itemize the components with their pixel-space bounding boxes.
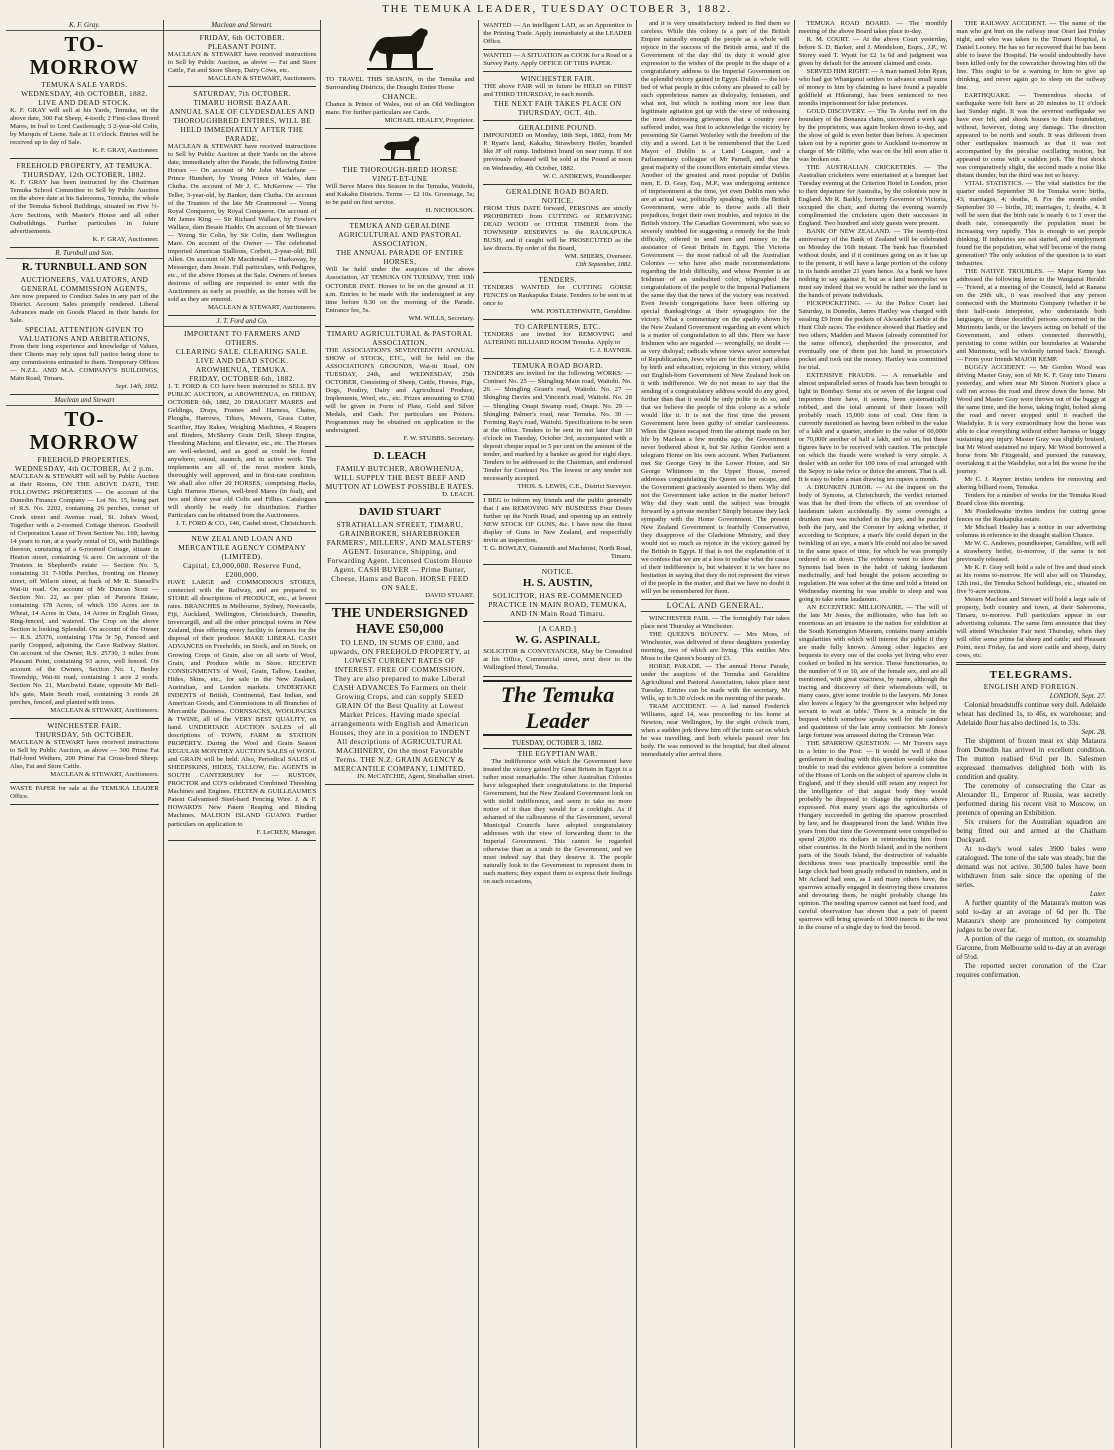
news-item: SERVED HIM RIGHT. — A man named John Ryan, who had got Whanganui settlers to advance small sums of money to him by claiming to have found a payable goldfield at Hikurangi, has been sentenced to two months imprisonment for false pretences. <box>798 68 948 107</box>
ad-heading: TEMUKA ROAD BOARD. <box>512 361 603 371</box>
ad-subheading: ANNUAL SALE OF CLYDESDALES AND THOROUGHBRED ENTIRES, WILL BE HELD IMMEDIATELY AFTER THE PARADE. <box>169 107 315 144</box>
ad-heading: NEW ZEALAND LOAN AND MERCANTILE AGENCY COMPANY (LIMITED). <box>178 534 306 562</box>
telegrams-subheading: ENGLISH AND FOREIGN. <box>983 682 1079 691</box>
ad-heading: WINCHESTER FAIR. <box>520 74 595 84</box>
ad-body: SOLICITOR, HAS RE-COMMENCED PRACTICE IN MAIN ROAD, TEMUKA, AND IN Main Road Timaru. <box>488 591 627 619</box>
ad-subheading: VINGT-ET-UNE <box>372 174 428 184</box>
news-item: VITAL STATISTICS. — The vital statistics for the quarter ended September 30 for Temuka were: births, 43; marriages, 4; deaths, 8. For the month ended September 30 — births, 18; marriages, 1; deaths, 4. It will be seen that the birth rate is nearly 6 to 1 over the death rate, consequently the population must be increasing very rapidly. This is enough to set people thinking. If industries are not started, and employment found for the population, what will become of the rising generation? The only solution of the question is to start industries. <box>956 180 1106 267</box>
column-4 <box>479 20 637 1448</box>
ad-body: From their long experience and knowledge of Values, their Clients may rely upon full justice being done to any commissions entrusted to them. Temporary Offices — N.Z.L. AND M.A. COMPANY'S BUILDINGS, Main Road, Timaru. <box>10 342 159 383</box>
ad-maclean-tomorrow <box>10 395 159 718</box>
ad-kf-gray-tomorrow <box>10 20 159 159</box>
ad-body: Will Serve Mares this Season in the Temuka, Waitohi, and Kakahu Districts. Terms — £2 10s. Groomage, 5s; to be paid on first service. <box>325 183 475 207</box>
ad-wanted-lad <box>483 20 632 50</box>
ad-leach-butcher <box>325 447 474 503</box>
ad-signature: K. F. GRAY, Auctioneer. <box>92 147 159 155</box>
ad-heading: FREEHOLD PROPERTY, AT TEMUKA. <box>16 161 153 171</box>
dateline: Sept. 28. <box>1081 728 1106 736</box>
news-item: THE RAILWAY ACCIDENT. — The name of the man who got hurt on the railway near Orari last Friday night, and who was taken to the Timaru Hospital, is Daniel Looney. He has so far recovered that he has been able to leave the Hospital. He would undoubtedly have been killed only for the cowcatcher throwing him off the line. This ought to be a warning to him to give up drinking, and never again go to sleep on the railway line. <box>956 20 1106 91</box>
ad-body: TO TRAVEL THIS SEASON, in the Temuka and Surrounding Districts, the Draught Entire Horse <box>325 76 475 92</box>
ad-heading: R. TURNBULL AND SON <box>21 260 147 273</box>
ad-nz-loan <box>168 532 317 841</box>
ad-tenders-gorse <box>483 273 632 320</box>
ad-freehold-temuka <box>10 159 159 247</box>
ad-geraldine-pound <box>483 121 632 184</box>
ad-body: I BEG to inform my friends and the public generally that I am REMOVING MY BUSINESS Four Doors further up the North Road, and opening up an entirely NEW STOCK OF GUNS, &c. I have now the finest display of Guns in New Zealand, and respectfully invite an inspection. <box>483 497 632 545</box>
ad-heading: IMPORTANT TO FARMERS AND OTHERS. <box>183 329 301 348</box>
telegram-item: At to-day's wool sales 3900 bales were catalogued. The tone of the sale was steady, but the demand was not active. 30,500 bales have been withdrawn from sale since the opening of the series. <box>956 845 1106 889</box>
local-general-heading: LOCAL AND GENERAL. <box>641 599 790 612</box>
ad-signature: MACLEAN & STEWART, Auctioneers. <box>50 706 159 714</box>
news-item: GOLD DISCOVERY. — The Te Aroha reef on the boundary of the Bonanza claim, uncovered a week ago by the proprietors, was again broken down to-day, and the show of gold is even better than before. A specimen taken out by a reporter goes to Auckland to-morrow in charge of Mr Olliffe, who was on the hill soon after it was broken out. <box>798 108 948 163</box>
ad-date: THURSDAY, 12th OCTOBER, 1882. <box>22 170 147 180</box>
ad-signature: MICHAEL HEALEY, Proprietor. <box>384 117 475 125</box>
news-item: BUGGY ACCIDENT. — Mr Gordon Wood was driving Master Gray, son of Mr K. F. Gray into Timaru yesterday, and when near Mr Simon Norton's place a calf ran across the road and threw down the horse. Mr Wood and Master Gray were thrown out of the buggy at the same time, and the horse, taking fright, bolted along the road and never stopped until it reached the Washdyke. It is very extraordinary how the horse was able to clear everything without either harness or buggy sustaining any injury. Master Gray was slightly bruised, but Mr Wood sustained no injury. Mr Wood borrowed a horse from Mr Fitzgerald, and pursued the runaway, overtaking it at the Washdyke, not a bit the worse for the journey. <box>956 364 1106 475</box>
ad-date: WEDNESDAY, 4th OCTOBER, 1882. <box>21 89 148 99</box>
ad-heading: W. G. ASPINALL <box>515 634 600 647</box>
ad-body: WASTE PAPER for sale at the TEMUKA LEADER Office. <box>10 784 159 800</box>
ad-agent: R. Turnbull and Son. <box>6 248 163 259</box>
ad-body: MACLEAN & STEWART have received instructions to Sell by Public Auction, as above — Fat and Store Cattle, Fat and Store Sheep, Dairy Cows, etc. <box>167 51 317 75</box>
ad-heading: TIMARU AGRICULTURAL & PASTORAL ASSOCIATION. <box>326 328 473 347</box>
ad-annual-parade <box>325 219 474 326</box>
ad-subheading: TEMUKA SALE YARDS. <box>41 80 128 90</box>
news-item: Messrs Maclean and Stewart will hold a large sale of property, both country and town, at their Salerooms, Timaru, to-morrow. Full particulars appear in our advertising columns. The same firm announce that they will attend Winchester Fair next Thursday, when they will offer some prime fat sheep and cattle; and Pleasant Point, next Friday, fat and store cattle and sheep, dairy cows, etc. <box>956 596 1106 659</box>
news-item: Tenders for a number of works for the Temuka Road Board close this morning. <box>956 492 1106 507</box>
column-1 <box>6 20 164 1448</box>
ad-signature: T. G. BOWLEY, Gunsmith and Machinist, North Road, Timaru. <box>483 545 632 561</box>
ad-subheading: NOTICE. <box>541 567 574 577</box>
news-item: Mr K. F. Gray will hold a sale of live and dead stock at his rooms to-morrow. He will also sell on Thursday, 12th inst., the Temuka School buildings, etc., situated on five ½-acre sections. <box>956 564 1106 595</box>
paper-date: TUESDAY, OCTOBER 3, 1882. <box>483 739 632 749</box>
telegram-item: A further quantity of the Mataura's mutton was sold to-day at an average of 6d per lb. The Mataura's sheep are pronounced by competent judges to be over fat. <box>956 899 1106 934</box>
ad-subheading: LIVE AND DEAD STOCK. <box>38 98 131 108</box>
ad-heading: TO CARPENTERS, ETC. <box>514 322 601 332</box>
news-item: THE NATIVE TROUBLES. — Major Kemp has addressed the following letter to the Wanganui Herald: — 'Friend, at a meeting of the Council, held at Ranana on the 29th ult., it was resolved that any person connected with the Murimotu Company (whether it be their half-caste interpreter, who understands both languages, or those deceitful persons concerned in the Murimotu lands, or the lawyers acting on behalf of the Government, and others connected therewith), persisting to come within our boundaries at Waiaruhe and Murimotu, will be violently turned back.' Enough. — From your friends MAJOR KEMP. <box>956 268 1106 363</box>
ad-agent: J. T. Ford and Co. <box>164 316 321 327</box>
news-item: TEMUKA ROAD BOARD. — The monthly meeting of the above Board takes place to-day. <box>798 20 948 35</box>
ad-body: TENDERS are invited for the following WORKS: — Contract No. 25 — Shingling Main road, Waitohi. No. 26 — Shingling Grant's road, Waitohi. No. 27 — Shingling Davies and Vincent's road, Waitohi. No. 28 — Shingling Onapi Swamp road, Onapi. No. 29 — Shingling Palmer's road, near Temuka. No. 30 — Forming Ray's road, Waitohi. Specifications to be seen at the office. Tenders to be sent in not later than 10 o'clock on Tuesday, October 3rd, accompanied with a deposit cheque equal to 5 per cent on the amount of the tender, and marked by a banker as good for eight days. Tenders to be addressed to the Chairman, and endorsed Tender for Contract No. The lowest or any tender not necessarily accepted. <box>483 370 632 482</box>
ad-subheading: AUCTIONEERS, VALUATORS, AND GENERAL COMMISSION AGENTS, <box>20 274 149 293</box>
ad-date: FRIDAY, 6th OCTOBER. <box>199 33 285 43</box>
telegram-item: A portion of the cargo of mutton, ex steamship Garonne, from Melbourne sold to-day at an average of 5½d. <box>956 935 1106 961</box>
ad-subheading: AROWHENUA, TEMUKA. <box>195 365 289 375</box>
ad-heading: CHANCE. <box>382 92 418 102</box>
ad-signature: DAVID STUART. <box>425 592 475 600</box>
news-item: PICKPOCKETING. — At the Police Court last Saturday, in Dunedin, James Hartley was charged with stealing £9 from the pockets of Alexander Leckie at the Hunt Club races. The evidence showed that Hartley and two others, Madden and Mason (already committed for the same offence), shepherded the prosecutor, and eventually one of them put his hand in prosecutor's pocket and took out the money. Hartley was committed for trial. <box>798 300 948 371</box>
ad-heading: TO-MORROW <box>29 32 140 80</box>
ad-signature: THOS. S. LEWIS, C.E., District Surveyor. <box>517 482 632 490</box>
telegram-item: The shipment of frozen meat ex ship Mataura from Dunedin has arrived in excellent condition. The mutton realised 6½d per lb. Salesmen expressed themselves delighted both with its condition and quality. <box>956 737 1106 781</box>
draught-horse-icon <box>365 24 435 74</box>
ad-signature: WM. POSTLETHWAITE, Geraldine. <box>530 308 632 316</box>
ad-body: HAVE LARGE and COMMODIOUS STORES, connected with the Railway, and are prepared to STORE all descriptions of PRODUCE, etc., at lowest rates. BRANCHES in Melbourne, Sydney, Newcastle, Fiji, Auckland, Wellington, Christchurch, Dunedin, Invercargill, and all the other principal towns in New Zealand, thus offering every facility to farmers for the disposal of their produce. MAKE LIBERAL CASH ADVANCES on Freeholds, on Stock, and on Stock, on Growing Crops of Grain, also on all sorts of Wool, Grain, and Produce while in Store. RECEIVE CONSIGNMENTS of Wool, Grain, Tallow, Leather, Hides, Skins, etc., for sale in the New Zealand, Australian, and London markets. UNDERTAKE INDENTS of British, Continental, East Indian, and American Goods, and Commissions in all Branches of Mercantile Business. CORNSACKS, WOOLPACKS & TWINE, all of the VERY BEST QUALITY, on hand. UNDERTAKE AUCTION SALES of all descriptions of TOWN, FARM & STATION PROPERTY. During the Wool and Grain Season REGULAR MONTHLY AUCTION SALES of WOOL and GRAIN will be held. Also, Periodical SALES of SHEEPSKINS, HIDES, TALLOW, Etc. AGENTS in SOUTH CANTERBURY for — RUSTON, PROCTOR and CO'S celebrated Combined Threshing Machines and Engines. FELTEN & GUILLEAUME'S Patent Galvanised Steel-bard Fencing Wire. J. & F. HOWARD'S New Patent Reaping and Binding Machines. MALDON ISLAND GUANO. Further particulars on application to <box>167 579 317 828</box>
ad-heading: TO-MORROW <box>29 407 140 455</box>
ad-loan-50000 <box>325 604 474 785</box>
ad-body: STRATHALLAN STREET, TIMARU, GRAINBROKER, SHAREBROKER FARMERS', MILLERS', AND MALSTERS' AGENT. Insurance, Shipping, and Forwarding Agent. Licensed Custom House Agent. CASH BUYER — Prime Butter, Cheese, Hams and Bacon. HORSE FEED ON SALE. <box>326 520 473 593</box>
column-7 <box>952 20 1110 1448</box>
ad-body: K. F. GRAY will sell at his Yards, Temuka, on the above date, 300 Fat Sheep, 4-tooth; 2 First-class Brood Mares, in foal to Lord Castlereagh; 3 2-year-old Colts, by Marquis of Lorne. Sale at 11 o'clock. Entries will be received up to day of Sale. <box>10 107 159 147</box>
telegram-item: The ceremony of consecrating the Czar as Alexander II., Emperor of Russia, was secretly performed during his recent visit to Moscow, on pretence of opening an Exhibition. <box>956 782 1106 817</box>
news-item: THE QUEEN'S BOUNTY. — Mrs Moss, of Winchester, was delivered of three daughters yesterday morning, two of which are living. This entitles Mrs Moss to the Queen's bounty of £3. <box>640 631 790 662</box>
ad-winchester-fair <box>10 719 159 783</box>
ad-subheading: SPECIAL ATTENTION GIVEN TO VALUATIONS AND ARBITRATIONS, <box>18 324 150 343</box>
ad-heading: THE THOROUGH-BRED HORSE <box>342 165 458 175</box>
ad-signature: J. T. FORD & CO., 146, Cashel street, Christchurch. <box>175 520 317 528</box>
news-item: Mr Michael Healey has a notice in our advertising columns in reference to the draught stallion Chance. <box>956 524 1106 539</box>
ad-body: TO LEND, IN SUMS OF £300, and upwards, ON FREEHOLD PROPERTY, at LOWEST CURRENT RATES OF INTEREST. FREE OF COMMISSION. They are also prepared to make Liberal CASH ADVANCES To Farmers on their Growing Crops, and can supply SEED GRAIN Of the Best Quality at Lowest Market Prices. Having made special arrangements with English and American Houses, they are in a position to INDENT All descriptions of AGRICULTURAL MACHINERY, On the most Favorable Terms. THE N.Z. GRAIN AGENCY & MERCANTILE COMPANY, LIMITED. <box>329 638 471 774</box>
ad-date: Sept. 14th, 1882. <box>115 383 159 391</box>
ad-body: MACLEAN & STEWART have received instructions to Sell by Public Auction at their Yards on the above date, immediately after the Parade, the following Entire Horses — On account of Mr John Macfarlane — Prince Humbert, by Young Prince of Wales, dam Clutha. On account of Mr J. C. McKerrow — The Teller, 3-year-old, by Banker, dam Clutha. On account of the Trustees of the late Mr Grammond — Young Royal Conqueror, by Royal Conqueror. On account of Mr James King — Sir Richard Wallace, by Fowler's Wallace, dam Bessie Haddo. On account of Mr Stewart — Young Sir Colin, by Sir Colin, dam Wellington Mare. On account of the Owner — The celebrated imported American Stallions, Corbett, 2-year-old; Bill Allen. On account of Mr Macdonald — Harkaway, by Messenger, dam Jessie. Full particulars, with Pedigree, etc., of the above Horses at the Sale. Owners of horses desirous of selling are requested to enter with the Auctioneers as early as possible, as the horses will be sold as they are entered. <box>167 143 317 304</box>
news-item: THE AUSTRALIAN CRICKETERS. — The Australian cricketers were entertained at a banquet last Tuesday evening at the Criterion Hotel in London, prior to their departure for Australia, by the colonists now in England. Mr R. Barkly, formerly Governor of Victoria, occupied the chair, and during the evening warmly complimented the cricketers upon their successes in England. Two hundred and sixty guests were present. <box>798 164 948 227</box>
ad-winchester-fair-notice <box>483 72 632 121</box>
ad-heading: WINCHESTER FAIR. <box>47 720 122 730</box>
racehorse-icon <box>378 133 422 163</box>
ad-body: MACLEAN & STEWART will sell by Public Auction at their Rooms, ON THE ABOVE DATE, THE FOLLOWING PROPERTIES — On account of the Dunedin Finance Company — Lot No. 15, being part of R.S. No. 2202, containing 26 perches, corner of Creek street and Avenue road, St. John's Wood, Together with a 2-roomed Cottage thereon. Goodwill of Corporation Lease of Town Section No. 169, having 14 years to run, at a yearly rental of £6, with Buildings thereon, consisting of a 6-roomed Cottage, situate in Heaton street, containing ¼ acre. On account of the Trustees in Shepherd's estate — Section No. 5, containing 31 7-10ths Perches, fronting on Hesney street, off Wilson street, at back of Mr R. Stansell's Wai-iti road. On account of Mr Duncan Scott — Section No. 22, as per plan of Pareora Estate, containing 178 Acres, of which 150 Acres are in Wheat, 14 Acres in Oats, 14 Acres in English Grass, Ring-fenced, and watered. The Crop on the above Section is looking Splendid. On account of the Owner — R.S. 25376, containing 176a 3r 5p, Fenced and partly Cropped, adjoining the Cave Railway Station. On account of the Owner, R.S. 25730, 3 miles from Pleasant Point, containing 93 acres, well fenced. On account of the Owners, Section No. 1, Besley Township, Wai-iti road, containing 1 acre 2 roods. Section No. 21, Marchwiel Estate, opposite Mr Bell-hl's gate, Main South road, containing 3 roods 28 perches, fenced, and planted with trees. <box>10 473 159 706</box>
editorial-paragraph: The indifference with which the Government have treated the victory gained by Great Britain in Egypt is a rather most remarkable. The other Australian Colonies have telegraphed their congratulations to the Imperial Government, but the New Zealand Government look on with stolid indifference, and seem to take no more notice of it than they would for a cockfight. As if ashamed of the callousness of the Government, several Municipal Councils have adopted congratulatory addresses with the view of forwarding them to the Imperial Government. This cannot be regarded otherwise than as a snub to the Government, and we must indeed say that they deserve it. The people naturally look to the Government to represent them in such matters; they expect them to express their feelings on such occasions, <box>483 757 632 885</box>
ad-timaru-show <box>325 327 474 448</box>
news-item: Mr W. C. Andrews, poundkeeper, Geraldine, will sell a strawberry heifer, to-morrow, if the same is not previously released. <box>956 540 1106 563</box>
editorial-heading: THE EGYPTIAN WAR. <box>517 748 598 758</box>
ad-signature: K. F. GRAY, Auctioneer. <box>92 235 159 243</box>
editorial-paragraph: and it is very unsatisfactory indeed to find them so careless. While this colony is a part of the British Empire naturally enough the people as a whole will rejoice in the success of the British arms, and if the Government of the day did its duty it would give expression to the wishes of the people in the shape of a congratulatory address to the Imperial Government on the splendid victory gained in Egypt. Dublin — the hot-bed of what people in this colony are pleased to call by such opprobrious names as disloyalty, feniansm, and what not, but which is nothing more nor less than legitimate agitation got up with the view of redressing the most distressing grievances that a country ever suffered under, was first to acknowledge the victory by presenting Sir Garnet Wolseley with the freedom of the city and a sword. Let it be remembered that the Lord Mayor of Dublin is a Land Leaguer, and a Parliamentary colleague of Mr Parnell, and that the great majority of the councillors entertain similar views. Another of the greatest and most popular of Dublin men, E. D. Gray, Esq., M.P., was undergoing sentence of imprisonment at the time, yet even Dublin men who are at actual war, politically speaking, with the British Government, were able to throw aside all their prejudices, forget their own troubles, and rejoice in the British victory. The Canadian Government, who was so severely snubbed for suggesting a remedy for the Irish difficulty, offered to send men and money to the assistance of Great Britain in Egypt. The Victoria Government — the most radical of all the Australian Colonies — who have also made recommendations regarding the Irish difficulty, and whose Premier is an Irishman of an undoubted color, telegraphed the congratulations of the people to the Imperial Parliament the same day that the news of the victory was received. Even Jewish congregations have been offering up special thanksgivings at their synagogues for the victory. What a commentary on the apathy shown by the New Zealand Government regarding an event which is a matter of congratulation to all this. Here we have Irishmen who are regarded — wrongfully, no doubt — as very disloyal; radicals whose views savor somewhat of Republicanism, Jews who are for the most part aliens by birth and education, rejoicing in this victory, whilst our English-born Government of New Zealand look on it with indifference. We do not mean to say that the sending of a congratulatory address would do any good, further than that it would be only polite to do so, and that we believe the people of this colony as a whole would like it. It is not the first time the present Government have been guilty of similar carelessness. When the Queen escaped from the attempt made on her life by Maclean a few months ago, the Government never bothered about it, but Sir Arthur Gordon sent a telegram Home on his own account. When Parliament met Sir George Grey in the Lower House, and Sir George Whitmore in the Upper House, moved addresses congratulating the Queen on her escape, and the Government graciously assented to them. Why did not the Government take action in the matter before? Why did they wait until the subject was brought forward by a private member? Simply because they lack sympathy with the Home Government. The present New Zealand Government is fearfully Conservative, they disapprove of the Gladstone Ministry, and they would not so much as rejoice in the victory gained by the British in Egypt. If that is not the explanation of it we confess that we are at a loss to realise what the cause of their indifference is, but whatever it is we have no hesitation in saying that they do not represent the views of the people in the matter, and that we have no doubt it will yet be remembered for them. <box>640 20 790 595</box>
ad-date: WEDNESDAY, 4th OCTOBER, At 2 p.m. <box>14 464 154 474</box>
ad-signature: WM. SHIERS, Overseer. <box>564 252 632 260</box>
ad-signature: WM. WILLS, Secretary. <box>408 314 475 322</box>
ad-heading: TIMARU HORSE BAZAAR. <box>193 98 291 108</box>
ad-signature: H. NICHOLSON. <box>425 207 475 215</box>
telegram-item: Six cruisers for the Australian squadron are being fitted out and armed at the Chatham Dockyard. <box>956 818 1106 844</box>
news-item: BANK OF NEW ZEALAND. — The twenty-first anniversary of the Bank of Zealand will be celebrated on Monday the 16th instant. The bank has flourished without doubt, and if it continues going on as it has up to the present, it will have a large portion of the colony in its hands another 21 years hence. As a bank we have nothing to say against it, but as a land monopolist we must say indeed that we would be rather see the land in the hands of private individuals. <box>798 228 948 299</box>
ad-heading: THE UNDERSIGNED HAVE £50,000 <box>331 606 469 638</box>
telegram-item: The reported secret coronation of the Czar requires confirmation. <box>956 962 1106 979</box>
news-item: WINCHESTER FAIR. — The fortnightly Fair takes place next Thursday at Winchester. <box>640 615 790 630</box>
column-6 <box>795 20 953 1448</box>
ad-heading: GERALDINE POUND. <box>518 123 597 133</box>
ad-signature: F. LeCREN, Manager. <box>256 828 317 836</box>
ad-signature: JN. McCATCHIE, Agent, Strathallan street. <box>356 773 475 781</box>
news-item: EARTHQUAKE. — Tremendous shocks of earthquake were felt here at 20 minutes to 11 o'clock last Sunday night. It was the severest earthquake we have ever felt, and shook houses to their foundation, without, however, doing any damage. The direction appeared to be north and south. It was different from other earthquakes inasmuch as that it was not accompanied by the peculiar oscillating motion, but appeared to come with a sudden jerk. The first shock was comparatively slight, the second made a noise like distant thunder, but the third was not so heavy. <box>956 92 1106 179</box>
ad-body: WANTED — An intelligent LAD, as an Apprentice to the Printing Trade. Apply immediately at the LEADER Office. <box>483 22 632 46</box>
ad-body: Will be held under the auspices of the above Association, AT TEMUKA ON TUESDAY, THE 10th OCTOBER INST. Horses to be on the ground at 11 a.m. Entries to be made with the undersigned at any time before 9.30 on the morning of the Parade. Entrance fee, 5s. <box>325 266 475 314</box>
ad-date: 13th September, 1882. <box>575 260 632 268</box>
ad-heading: D. LEACH <box>373 450 427 463</box>
ad-subheading: LIVE AND DEAD STOCK. <box>195 356 289 366</box>
divider <box>956 662 1106 665</box>
news-item: A DRUNKEN JUROR. — At the inquest on the body of Symons, at Christchurch, the verdict returned was that he died from the effects of an overdose of laudanum taken accidentally. By some oversight a drunken man was included in the jury, and he puzzled both the jury, and the Coroner by asking whether, if according to Scripture, a man's life could depart in the twinkling of an eye, a man's life could not also be saved in the same space of time, for which he was promptly ordered to sit down. The evidence went to show that Symons had been in the habit of taking laudanum medicinally, and had bought the poison according to regulation. He was sober at the time and told a friend on Wednesday morning he was unable to sleep and was going to take some laudanum. <box>798 484 948 603</box>
ad-geraldine-road-board <box>483 185 632 273</box>
ad-subheading: NOTICE. <box>541 195 574 205</box>
ad-aspinall-solicitor <box>483 622 632 676</box>
ad-bowley-guns <box>483 495 632 565</box>
dateline: LONDON, Sept. 27. <box>1049 692 1106 700</box>
ad-turnbull <box>10 248 159 396</box>
ad-heading: GERALDINE ROAD BOARD. <box>506 186 610 196</box>
ad-carpenters <box>483 320 632 359</box>
ad-signature: MACLEAN & STEWART, Auctioneers. <box>50 770 159 778</box>
ad-body: FAMILY BUTCHER, AROWHENUA, WILL SUPPLY THE BEST BEEF AND MUTTON AT LOWEST POSSIBLE RATES. <box>325 464 475 492</box>
ad-body: TENDERS are invited for REMOVING and ALTERING BILLIARD ROOM Temuka. Apply to <box>483 331 632 347</box>
ad-david-stuart <box>325 503 474 604</box>
ad-austin-solicitor <box>483 565 632 622</box>
ad-heading: PLEASANT POINT. <box>207 42 277 52</box>
ad-ford-clearing-sale <box>168 316 317 532</box>
ad-date: SATURDAY, 7th OCTOBER. <box>193 89 291 99</box>
ad-agent: Maclean and Stewart <box>6 395 163 406</box>
ad-body: THE ASSOCIATION'S SEVENTEENTH ANNUAL SHOW of STOCK, ETC., will be held on the ASSOCIATION'S GROUNDS, Wai-iti Road, ON TUESDAY, 24th, and WEDNESDAY, 25th OCTOBER, Consisting of Sheep, Cattle, Horses, Pigs, Dogs, Poultry, Dairy and Agricultural Produce, Implements, Wool, etc., etc. Prizes amounting to £700 will be given in Form of Plate, Gold and Silver Medals, and Cash. For particulars see Posters. Programmes may be obtained on application to the undersigned. <box>325 346 475 435</box>
ad-body: WANTED — A SITUATION as COOK for a Road or a Survey Party. Apply OFFICE OF THIS PAPER. <box>483 52 632 68</box>
ad-agent: Maclean and Stewart. <box>164 20 321 31</box>
ad-waste-paper <box>10 783 159 805</box>
ad-vingt-et-une <box>325 129 474 219</box>
ad-signature: MACLEAN & STEWART, Auctioneers. <box>207 304 317 312</box>
columns <box>6 20 1110 1448</box>
ad-agent: K. F. Gray. <box>6 20 163 31</box>
ad-date: THURSDAY, 5th OCTOBER. <box>35 729 134 739</box>
news-item: TRAM ACCIDENT. — A lad named Frederick Williams, aged 14, was proceeding to his home at Newton, near Wellington, by the eight o'clock tram, when a sudden jerk threw him off the tram car on which he was travelling, and both wheels passed over his body. He was removed to the hospital, but died almost immediately after arrival there. <box>640 703 790 758</box>
news-item: AN ECCENTRIC MILLIONAIRE. — The will of the late Mr Jones, the millionaire, who has left so enormous an art treasure to the nation for exhibition at the South Kensington Museum, contains many amiable singularities with which will interest the public if they are made fully known. Among other legacies are bequests to every one of the cooks yet living who ever cooked or boiled in his service. These functionaries, to the number of 9 or 10, are of the female sex, and are all mentioned, with great exactness, by name, although the tracing and discovery of their whereabouts will, in many cases, give some trouble to the lawyers. Mr Jones also leaves a legacy 'to the greengrocer who helped my servant to wait at table.' There is a miracle in the bequest which somehow speaks well for the candour and quaintness of the late army contractor. Mr Jones's large fortune was amassed during the Crimean War. <box>798 604 948 739</box>
ad-horse-bazaar <box>168 87 317 316</box>
ad-body: TENDERS WANTED for CUTTING GORSE FENCES on Raukapuka Estate. Tenders to be sent in at once to <box>483 283 632 308</box>
ad-subheading: FREEHOLD PROPERTIES. <box>37 455 132 465</box>
ad-subheading: THE NEXT FAIR TAKES PLACE ON THURSDAY, OCT. 4th. <box>493 99 622 118</box>
ad-subheading: THE ANNUAL PARADE OF ENTIRE HORSES, <box>335 248 464 267</box>
column-5 <box>637 20 795 1448</box>
news-item: EXTENSIVE FRAUDS. — A remarkable and almost unparalleled series of frauds has been brought to light in Bombay. Some six or seven of the largest coal importers there have, it seems, been systematically robbed, and the total amount of their losses will probably reach 15,000 tons of coal. One firm is currently mentioned as having been robbed to the value of a lakh and a quarter, another to the value of 60,000r or 70,000r another of half a lakh, and so on, but these figures have to be received with caution. The principle on which the frauds were worked is very simple. A dealer with an order for 100 tons of coal arranged with the Sepoy to take twice or thrice the amount. That is all. It is easy to bribe a man drawing ten rupees a month. <box>798 372 948 483</box>
ad-signature: F. W. STUBBS. Secretary. <box>403 435 475 443</box>
telegram-item: Colonial breadstuffs continue very dull. Adelaide wheat has declined 1s, to 46s, ex warehouse; and Adelaide flour has also declined 1s, to 33s. <box>956 701 1106 727</box>
ad-subheading: [A CARD.] <box>538 624 577 634</box>
ad-heading: TEMUKA AND GERALDINE AGRICULTURAL AND PASTORAL ASSOCIATION. <box>338 221 462 249</box>
ad-body: IMPOUNDED on Monday, 18th Sept, 1882, from Mr P. Ryan's land, Kakahu, Strawberry Heifer, branded like JF off rump. Indistinct brand on near rump. If not previously released will be sold at the Pound at noon on Wednesday, 4th October, 1882. <box>483 132 632 172</box>
ad-signature: W. C. ANDREWS, Poundkeeper. <box>542 172 632 180</box>
paper-title: The Temuka Leader <box>483 680 632 736</box>
ad-signature: MACLEAN & STEWART, Auctioneers. <box>207 75 317 83</box>
dateline: Later. <box>1089 890 1106 898</box>
column-2 <box>164 20 322 1448</box>
ad-subheading: CLEARING SALE. CLEARING SALE. <box>175 347 309 357</box>
news-item: HORSE PARADE. — The annual Horse Parade, under the auspices of the Temuka and Geraldine Agricultural and Pastoral Association, takes place next Tuesday. Entries can be made with the secretary, Mr Wills, up to 9.30 o'clock on the morning of the parade. <box>640 663 790 702</box>
page-masthead: THE TEMUKA LEADER, TUESDAY OCTOBER 3, 1882. <box>381 3 733 15</box>
ad-date: FRIDAY, OCTOBER 6th, 1882. <box>189 374 296 384</box>
ad-chance-horse <box>325 20 474 129</box>
ad-signature: D. LEACH. <box>442 491 475 499</box>
ad-body: MACLEAN & STEWART have received instructions to Sell by Public Auction, as above — 300 Prime Fat Half-bred Wethers, 200 Prime Fat Cross-bred Sheep. Also, Fat and Store Cattle. <box>10 738 159 770</box>
news-item: Mr C. J. Rayner invites tenders for removing and altering billiard room, Temuka. <box>956 476 1106 491</box>
ad-pleasant-point <box>168 20 317 87</box>
ad-heading: DAVID STUART <box>359 506 441 519</box>
column-3 <box>321 20 479 1448</box>
ad-heading: TENDERS. <box>538 274 577 284</box>
ad-body: SOLICITOR & CONVEYANCER, May be Consulted at his Office, Commercial street, next door to the Wallingford Hotel, Temuka. <box>483 648 632 672</box>
news-item: THE SPARROW QUESTION. — Mr Travers says in a letter to the Post: — It would be well if those gentlemen in dealing with this question would take the trouble to read the evidence given before a committee of the House of Lords on the subject of sparrow clubs in England, and if they should still retain any respect for the intelligence of that august body they would probably be disposed to change the opinions above expressed. Not many years ago the agriculturists of Hungary succeeded in getting the sparrow proscribed by law, and he disappeared from the land. Within five years from that time the Government were compelled to spend 20,000 rix dollars in reintroducing him from other countries. In the North Island, and in the northern parts of the South Island, the destruction of valuable deciduous trees was practically impossible until the large clock had been greatly reduced in numbers, and in Mr Acland had seen, as I and many others have, the sparrows actually engaged in destroying these creatures and devouring them, he might probably change his opinion. The nestling sparrow cannot eat hard food, and careful observation has shown that a pair of parent sparrows will bring upwards of 3000 insects to the nest in the course of a single day to feed the brood. <box>798 740 948 931</box>
ad-signature: C. J. RAYNER. <box>589 347 632 355</box>
ad-body: Are now prepared to Conduct Sales in any part of the District. Account Sales promptly rendered. Liberal Advances made on Goods Placed in their hands for Sale. <box>10 292 159 324</box>
ad-body: K. F. GRAY has been instructed by the Chairman Temuka School Committee to Sell by Public Auction on the above date at his Salerooms, Temuka, the whole of the Temuka School Buildings, situated on Five ½-Acre Sections, with Master's House and all other Outbuildings. Further particulars in future advertisements. <box>10 179 159 235</box>
ad-heading: H. S. AUSTIN, <box>522 577 593 590</box>
ad-body: Chance is Prince of Wales, out of an Old Wellington mare. For further particulars see Cards. <box>325 101 475 117</box>
news-item: Mr Postlethwaite invites tenders for cutting gorse fences on the Raukapuka estate. <box>956 508 1106 523</box>
ad-subheading: Capital, £3,000,000. Reserve Fund, £200,000. <box>182 561 302 580</box>
telegrams-heading: TELEGRAMS. <box>989 669 1073 681</box>
news-item: R. M. COURT. — At the above Court yesterday, before S. D. Barker, and J. Mendelson, Esqrs., J.P., W. Storey sued T. Wyatt for £2 1s 6d and judgment was given by default for the amount claimed and costs. <box>798 36 948 67</box>
ad-body: FROM THIS DATE forward, PERSONS are strictly PROHIBITED from CUTTING or REMOVING DEAD WOOD or OTHER TIMBER from the TOWNSHIP RESERVES in the RAUKAPUKA BUSH, and if caught will be PROSECUTED as the law directs. By order of the Board, <box>483 204 632 252</box>
ad-body: THE above FAIR will in future be HELD on FIRST and THIRD THURSDAY, in each month. <box>483 83 632 99</box>
ad-wanted-cook <box>483 50 632 72</box>
ad-temuka-road-board <box>483 359 632 495</box>
ad-body: J. T. FORD & CO have been instructed to SELL BY PUBLIC AUCTION, at AROWHENUA, on FRIDAY, OCTOBER 6th, 1882, 20 DRAUGHT MARES and Geldings, Drays, Frames and Harness, Chains, Ploughs, Harrows, Tilters, Mowers, Grass Cutter, Scarifier, Hay Rakes, Weighing Machines, 4 Reapers and Binders, McSherry Grain Drill, Sheep Engine, Threshing Machine, and Elevator, etc., etc. The Horses are well-selected, and as good as could be found anywhere; sound, staunch, and in active work. The implements are all of the most modern kinds, thoroughly well approved, and in first-rate condition. We shall also offer 20 HORSES, comprising Hacks, Light Harness Horses, well-bred Mares (in foal), and two and three year old Colts and Fillies. Catalogues will shortly be ready for distribution. Further Particulars can be obtained from the Auctioneers. <box>167 383 317 520</box>
